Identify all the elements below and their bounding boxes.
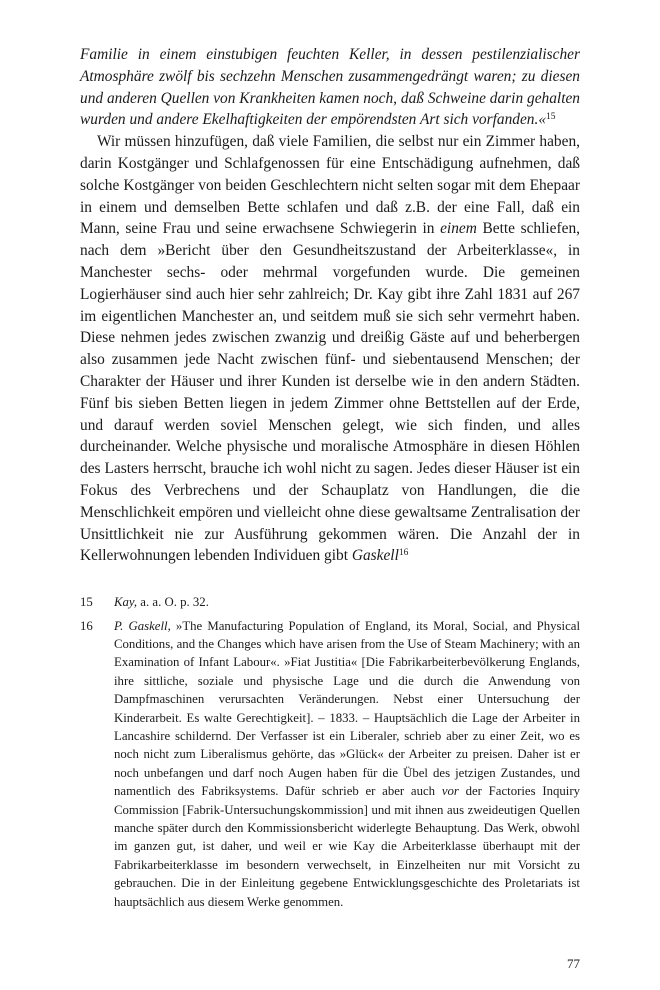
footnote-number: 16	[80, 618, 93, 633]
quote-text: Familie in einem einstubigen feuchten Keller, in dessen pestilenzialischer Atmosphäre zwölf bis sechzehn Menschen zusammengedrängt waren; zu diesen und anderen Quellen von Krankheiten kamen noch, daß Schweine darin gehalten wurden und andere Ekelhaftigkeiten der empörendsten Art sich vorfanden.«	[80, 46, 580, 129]
footnote-text	[114, 617, 580, 912]
footnote-number: 15	[80, 595, 93, 610]
main-text	[80, 44, 580, 567]
footnote-ref-16: 16	[398, 547, 409, 558]
body-segment-emphasis: einem	[440, 220, 477, 238]
footnote-ref-15: 15	[546, 111, 556, 122]
footnote-author-kay: Kay,	[114, 595, 138, 610]
footnote-segment: »The Manufacturing Population of England, its Moral, Social, and Physical Conditions, and the Changes which have arisen from the Use of Steam Machinery; with an Examination of Infant Labour«. »Fiat Justitia« [Die Fabrikarbeiterbevölkerung Englands, ihre sittliche, soziale und physische Lage und die durch die Anwendung von Dampfmaschinen verursachten Veränderungen. Nebst einer Untersuchung der Kinderarbeit. Es walte Gerechtigkeit]. – 1833. – Hauptsächlich die Lage der Arbeiter in Lancashire schildernd. Der Verfasser ist ein Liberaler, schrieb aber zu einer Zeit, wo es noch nicht zum Liberalismus gehörte, das »Glück« der Arbeiter zu preisen. Daher ist er noch unbefangen und darf noch Augen haben für die Übel des jetzigen Zustandes, und namentlich des Fabriksystems. Dafür schrieb er aber auch	[114, 618, 580, 799]
footnotes-section	[80, 593, 580, 911]
page-number: 77	[567, 956, 580, 971]
footnote-segment-emphasis: vor	[441, 784, 459, 799]
footnote-text	[114, 593, 580, 611]
body-segment: Wir müssen hinzufügen, daß viele Familien, die selbst nur ein Zimmer haben, darin Kostgänger und Schlafgenossen für eine Entschädigung aufnehmen, daß solche Kostgänger von beiden Geschlechtern nicht selten sogar mit dem Ehepaar in einem und demselben Bette schlafen und daß z.B. der eine Fall, daß ein Mann, seine Frau und seine erwachsene Schwiegerin in	[80, 133, 580, 238]
author-name-gaskell: Gaskell	[351, 547, 399, 565]
body-paragraph	[80, 131, 580, 567]
body-segment: Bette schliefen, nach dem »Bericht über den Gesundheitszustand der Arbeiterklasse«, in Manchester sechs- oder mehrmal vorgefunden wurde. Die gemeinen Logierhäuser sind auch hier sehr zahlreich; Dr. Kay gibt ihre Zahl 1831 auf 267 im eigentlichen Manchester an, und seitdem muß sie sich sehr vermehrt haben. Diese nehmen jedes zwischen zwanzig und dreißig Gäste auf und beherbergen also zusammen jede Nacht zwischen fünf- und siebentausend Menschen; der Charakter der Häuser und ihrer Kunden ist derselbe wie in den andern Städten. Fünf bis sieben Betten liegen in jedem Zimmer ohne Bettstellen auf der Erde, und darauf werden soviel Menschen gelegt, wie sich finden, und alles durcheinander. Welche physische und moralische Atmosphäre in diesen Höhlen des Lasters herrscht, brauche ich wohl nicht zu sagen. Jedes dieser Häuser ist ein Fokus des Verbrechens und der Schauplatz von Handlungen, die die Menschlichkeit empören und vielleicht ohne diese gewaltsame Zentralisation der Unsittlichkeit nie zur Ausführung gekommen wären. Die Anzahl der in Kellerwohnungen lebenden Individuen gibt	[80, 220, 580, 565]
footnote-segment: der Factories Inquiry Commission [Fabrik-Untersuchungskommission] und mit ihnen aus zweideutigen Quellen manche später durch den Kommissionsbericht widerlegte Behauptung. Das Werk, obwohl im ganzen gut, ist daher, und weil er wie Kay die Arbeiterklasse überhaupt mit der Fabrikarbeiterklasse im besondern verwechselt, in Einzelheiten nur mit Vorsicht zu gebrauchen. Die in der Einleitung gegebene Entwicklungsgeschichte des Proletariats ist hauptsächlich aus diesem Werke genommen.	[114, 784, 580, 909]
footnote-segment: a. a. O. p. 32.	[137, 595, 209, 610]
quote-paragraph	[80, 44, 580, 131]
footnote-15	[80, 593, 580, 611]
footnote-16	[80, 617, 580, 912]
footnote-author-gaskell: P. Gaskell,	[114, 618, 171, 633]
